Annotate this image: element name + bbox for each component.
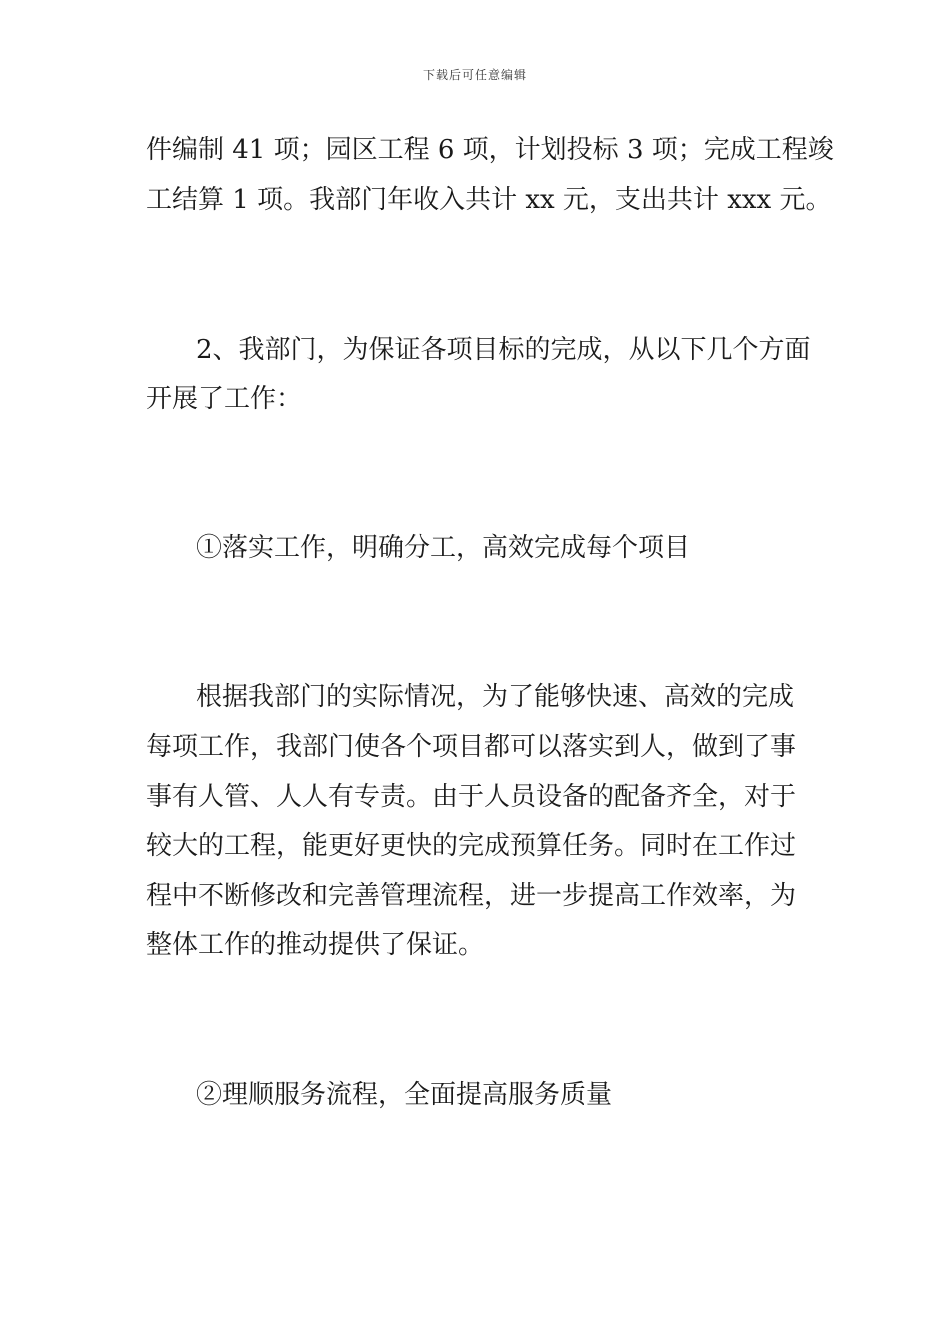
text-line: 较大的工程，能更好更快的完成预算任务。同时在工作过 [146, 831, 797, 861]
text-line: 2、我部门，为保证各项目标的完成，从以下几个方面 [196, 335, 811, 365]
page-header: 下载后可任意编辑 [422, 68, 527, 82]
text-line: ②理顺服务流程，全面提高服务质量 [196, 1080, 613, 1110]
text-line: 事有人管、人人有专责。由于人员设备的配备齐全，对于 [146, 782, 797, 812]
text-line: 整体工作的推动提供了保证。 [146, 930, 485, 960]
text-line: 程中不断修改和完善管理流程，进一步提高工作效率，为 [146, 881, 797, 911]
text-line: ①落实工作，明确分工，高效完成每个项目 [196, 533, 691, 563]
text-line: 每项工作，我部门使各个项目都可以落实到人，做到了事 [146, 732, 797, 762]
text-line: 件编制 41 项；园区工程 6 项，计划投标 3 项；完成工程竣 [146, 135, 834, 165]
text-line: 开展了工作： [146, 384, 303, 414]
text-line: 根据我部门的实际情况，为了能够快速、高效的完成 [196, 682, 795, 712]
text-line: 工结算 1 项。我部门年收入共计 xx 元，支出共计 xxx 元。 [146, 185, 832, 215]
